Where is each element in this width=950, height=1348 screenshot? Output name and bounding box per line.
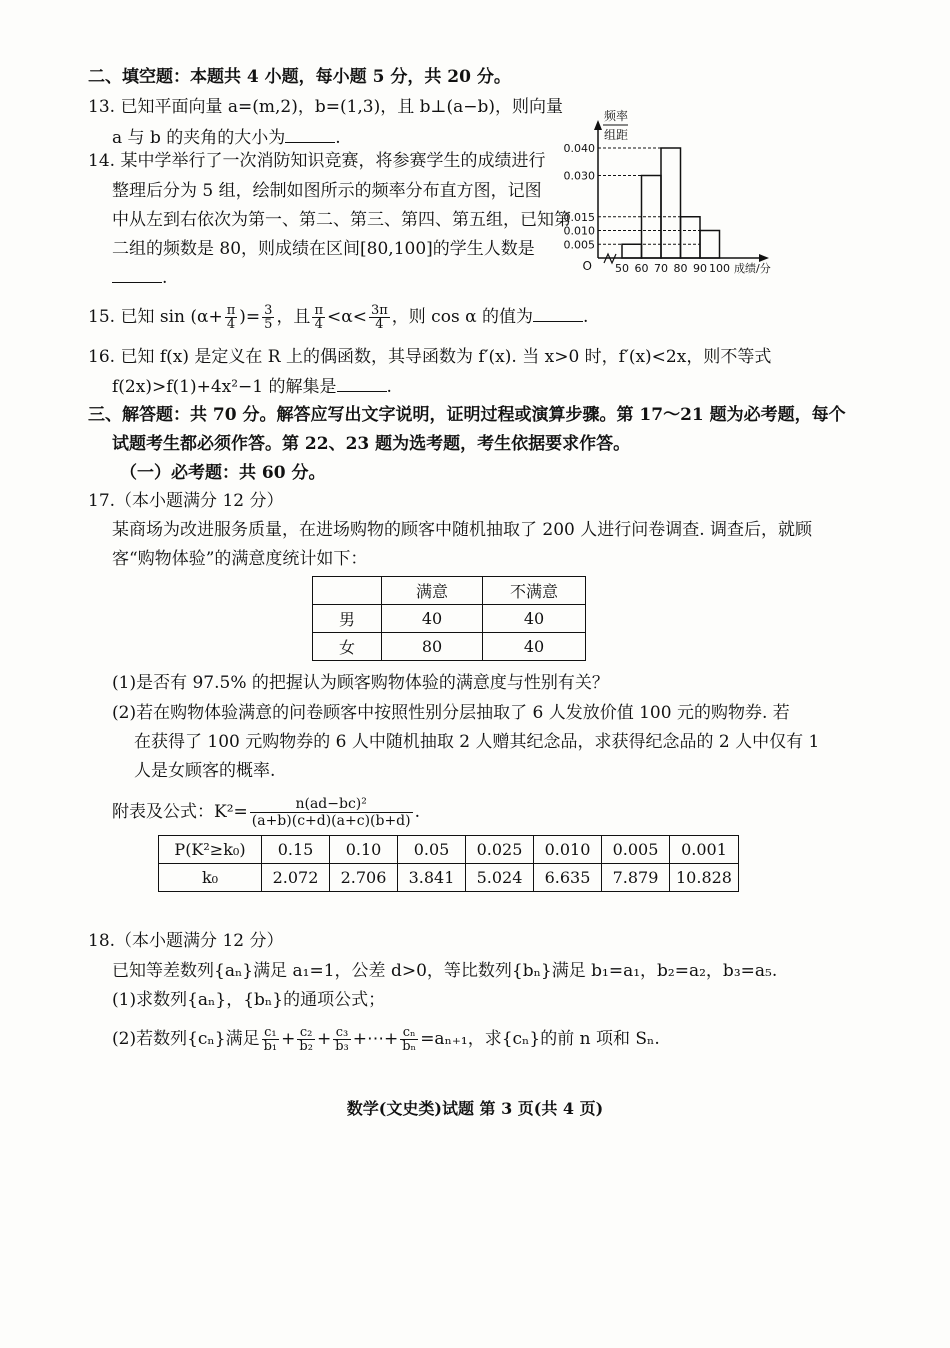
table-cell: 80 xyxy=(382,633,483,661)
formula-end: . xyxy=(414,802,421,822)
solve-section-header-2: 试题考生都必须作答。第 22、23 题为选考题，考生依据要求作答。 xyxy=(112,434,631,454)
three-fifths xyxy=(262,304,274,331)
numerator: 3π xyxy=(370,303,388,318)
y-tick-label: 0.040 xyxy=(563,142,595,155)
page-footer: 数学(文史类)试题 第 3 页(共 4 页) xyxy=(346,1099,604,1118)
table-cell: 10.828 xyxy=(670,864,739,892)
denominator: 4 xyxy=(226,317,236,332)
table-cell: 6.635 xyxy=(534,864,602,892)
answer-blank xyxy=(337,375,387,392)
q15-inequality: <α< xyxy=(326,307,367,327)
q17-p2: 客“购物体验”的满意度统计如下： xyxy=(112,549,368,569)
histogram-bar xyxy=(622,244,642,258)
fraction-c3-b3 xyxy=(333,1026,351,1053)
q16-text: f(2x)>f(1)+4x²−1 的解集是 xyxy=(112,377,337,397)
table-cell: 5.024 xyxy=(466,864,534,892)
histogram-bar xyxy=(661,148,681,258)
table-cell: 2.072 xyxy=(262,864,330,892)
denominator: bₙ xyxy=(402,1039,417,1054)
pi-over-4 xyxy=(225,304,238,331)
table-cell: 0.001 xyxy=(670,836,739,864)
table-cell: 0.010 xyxy=(534,836,602,864)
table-header: P(K²≥k₀) xyxy=(159,836,262,864)
x-tick-label: 50 xyxy=(615,262,629,275)
q14-line5 xyxy=(112,266,167,289)
q18-title: 18.（本小题满分 12 分） xyxy=(88,931,284,951)
q15-suffix: ，则 cos α 的值为 xyxy=(391,307,533,327)
q14-line2: 整理后分为 5 组，绘制如图所示的频率分布直方图，记图 xyxy=(112,181,542,201)
q13-end: . xyxy=(335,128,341,148)
denominator: 4 xyxy=(314,317,323,332)
table-cell xyxy=(313,577,382,605)
answer-blank xyxy=(285,126,335,143)
answer-blank xyxy=(533,305,583,322)
q17-sub1: (1)是否有 97.5% 的把握认为顾客购物体验的满意度与性别有关？ xyxy=(112,673,609,693)
y-axis-arrow xyxy=(594,120,602,130)
denominator: (a+b)(c+d)(a+c)(b+d) xyxy=(251,813,411,829)
numerator: cₙ xyxy=(400,1026,418,1040)
q16-end: . xyxy=(386,377,392,397)
numerator: π xyxy=(226,303,236,318)
solve-section-header: 三、解答题：共 70 分。解答应写出文字说明，证明过程或演算步骤。第 17～21 题为必考题，每个 xyxy=(88,405,846,425)
denominator: b₁ xyxy=(263,1039,278,1054)
denominator: 4 xyxy=(375,317,384,332)
q15-line xyxy=(88,304,588,331)
q15-prefix: 15. 已知 sin xyxy=(88,307,185,327)
table-cell: 40 xyxy=(382,605,483,633)
plus-sign: + xyxy=(316,1029,332,1049)
table-row xyxy=(313,633,586,661)
q18-p1: 已知等差数列{aₙ}满足 a₁=1，公差 d>0，等比数列{bₙ}满足 b₁=a₁，b₂=a₂，b₃=a₅. xyxy=(112,961,778,981)
table-cell: 男 xyxy=(313,605,382,633)
q18-sub2-prefix: (2)若数列{cₙ}满足 xyxy=(112,1029,260,1049)
numerator: π xyxy=(314,303,323,318)
formula-fraction xyxy=(250,796,413,829)
critical-value-table xyxy=(158,835,739,892)
x-tick-label: 100 xyxy=(709,262,730,275)
table-row xyxy=(313,605,586,633)
q14-line4: 二组的频数是 80，则成绩在区间[80,100]的学生人数是 xyxy=(112,239,535,259)
table-cell: 女 xyxy=(313,633,382,661)
x-tick-label: 90 xyxy=(693,262,707,275)
numerator: 3 xyxy=(264,303,273,318)
q18-sub1: (1)求数列{aₙ}，{bₙ}的通项公式； xyxy=(112,990,386,1010)
denominator: b₂ xyxy=(299,1039,313,1054)
table-cell: 0.05 xyxy=(398,836,466,864)
y-tick-label: 0.010 xyxy=(563,224,595,238)
q15-paren-open: (α+ xyxy=(190,307,223,327)
fraction-c2-b2 xyxy=(297,1026,315,1053)
table-header: k₀ xyxy=(159,864,262,892)
q18-sub2 xyxy=(112,1026,660,1053)
table-cell: 0.025 xyxy=(466,836,534,864)
table-row xyxy=(159,836,739,864)
k2-formula xyxy=(112,796,420,829)
histogram-bar xyxy=(681,217,701,258)
required-header: （一）必考题：共 60 分。 xyxy=(120,463,326,483)
table-row xyxy=(313,577,586,605)
pi-over-4 xyxy=(312,304,325,331)
y-axis-label-top: 频率 xyxy=(604,109,629,123)
q16-line1: 16. 已知 f(x) 是定义在 R 上的偶函数，其导函数为 f′(x). 当 x>0 时，f′(x)<2x，则不等式 xyxy=(88,347,772,367)
q15-paren-close: )= xyxy=(239,307,261,327)
q17-sub2-line2: 在获得了 100 元购物券的 6 人中随机抽取 2 人赠其纪念品，求获得纪念品的 2 人中仅有 1 xyxy=(134,732,820,752)
q17-title: 17.（本小题满分 12 分） xyxy=(88,491,284,511)
numerator: c₁ xyxy=(262,1026,280,1040)
ellipsis: +⋯+ xyxy=(352,1029,399,1049)
numerator: n(ad−bc)² xyxy=(250,796,413,813)
denominator: b₃ xyxy=(335,1039,349,1054)
x-tick-label: 80 xyxy=(673,262,688,275)
table-cell: 40 xyxy=(483,633,586,661)
y-tick-label: 0.030 xyxy=(563,169,595,183)
q16-line2 xyxy=(112,375,392,398)
table-cell: 40 xyxy=(483,605,586,633)
x-tick-label: 70 xyxy=(654,262,668,275)
q18-sub2-suffix: =aₙ₊₁，求{cₙ}的前 n 项和 Sₙ. xyxy=(420,1029,660,1049)
x-axis-label: 成绩/分 xyxy=(734,262,771,275)
table-cell: 2.706 xyxy=(330,864,398,892)
answer-blank xyxy=(112,266,162,283)
q17-sub2-line3: 人是女顾客的概率. xyxy=(134,761,276,781)
q13-text: a 与 b 的夹角的大小为 xyxy=(112,128,286,148)
y-tick-label: 0.015 xyxy=(563,210,595,224)
q17-p1: 某商场为改进服务质量，在进场购物的顾客中随机抽取了 200 人进行问卷调查. 调查后，就顾 xyxy=(112,520,813,540)
table-cell: 0.10 xyxy=(330,836,398,864)
fraction-c1-b1 xyxy=(262,1026,280,1053)
three-pi-over-4 xyxy=(369,304,390,331)
q13-line1: 13. 已知平面向量 a=(m,2)，b=(1,3)，且 b⊥(a−b)，则向量 xyxy=(88,97,564,117)
q17-sub2-line1: (2)若在购物体验满意的问卷顾客中按照性别分层抽取了 6 人发放价值 100 元的购物券. 若 xyxy=(112,703,790,723)
fraction-cn-bn xyxy=(400,1026,418,1053)
denominator: 5 xyxy=(264,317,273,332)
x-axis-arrow xyxy=(759,254,769,262)
table-cell: 0.005 xyxy=(602,836,670,864)
fill-section-header: 二、填空题：本题共 4 小题，每小题 5 分，共 20 分。 xyxy=(88,67,511,87)
table-row xyxy=(159,864,739,892)
q15-mid: ，且 xyxy=(276,307,311,327)
y-tick-label: 0.005 xyxy=(563,238,595,252)
table-cell: 7.879 xyxy=(602,864,670,892)
table-header: 不满意 xyxy=(483,577,586,605)
q14-line3: 中从左到右依次为第一、第二、第三、第四、第五组，已知第 xyxy=(112,210,571,230)
satisfaction-table xyxy=(312,576,586,661)
numerator: c₂ xyxy=(297,1026,315,1040)
y-axis-label-bottom: 组距 xyxy=(604,128,629,142)
formula-label: 附表及公式：K²= xyxy=(112,802,248,822)
q14-end: . xyxy=(162,268,168,288)
origin-label: O xyxy=(582,259,592,273)
x-tick-label: 60 xyxy=(634,262,649,275)
q15-end: . xyxy=(582,307,589,327)
q13-line2 xyxy=(112,126,341,149)
frequency-histogram xyxy=(556,108,796,278)
table-cell: 0.15 xyxy=(262,836,330,864)
numerator: c₃ xyxy=(333,1026,351,1040)
plus-sign: + xyxy=(281,1029,296,1049)
histogram-bar xyxy=(700,231,720,259)
table-header: 满意 xyxy=(382,577,483,605)
q14-line1: 14. 某中学举行了一次消防知识竞赛，将参赛学生的成绩进行 xyxy=(88,151,546,171)
table-cell: 3.841 xyxy=(398,864,466,892)
